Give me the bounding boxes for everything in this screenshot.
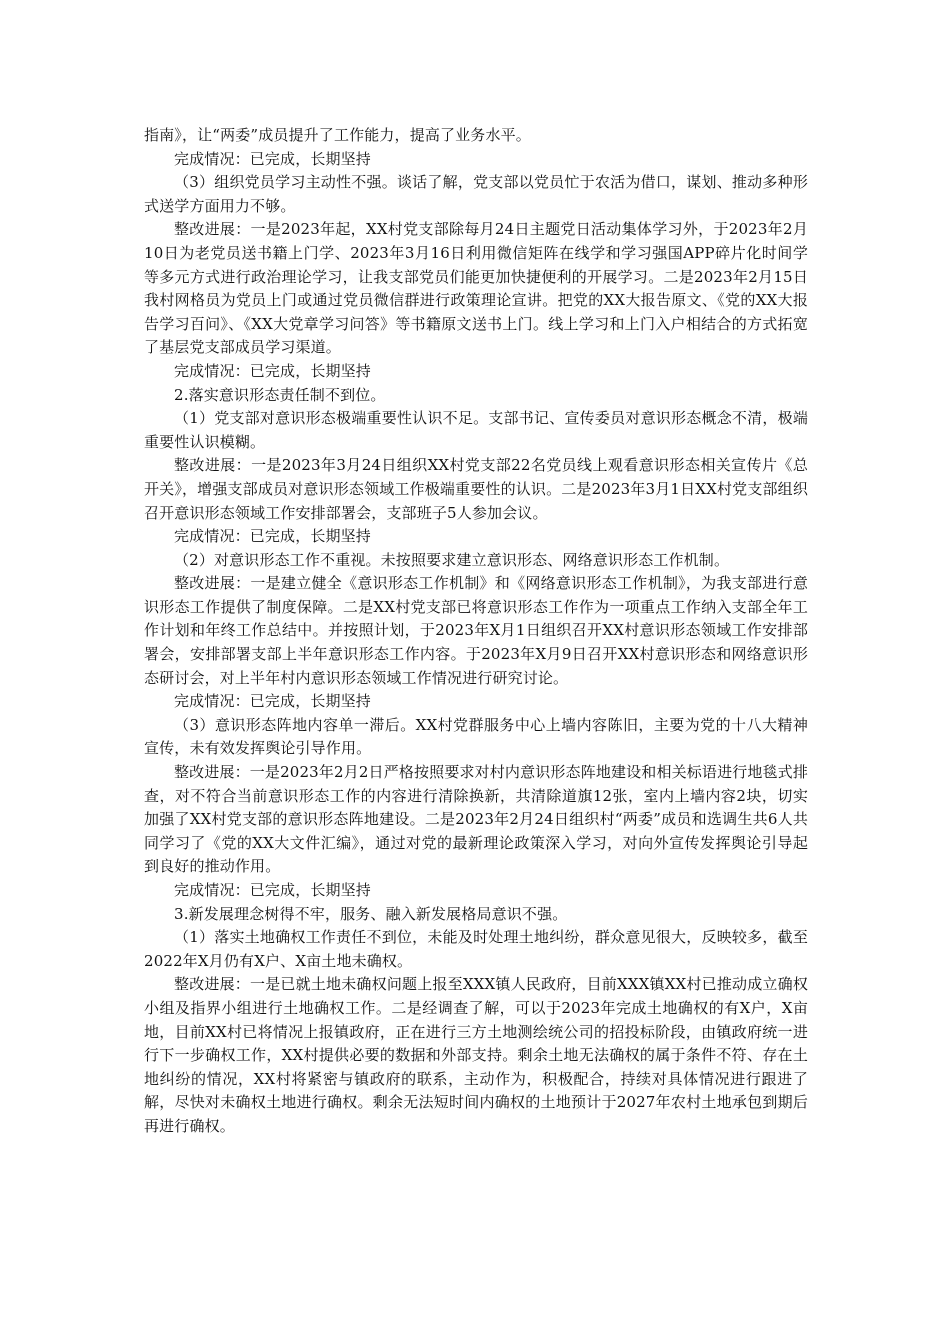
paragraph-status: 完成情况：已完成，长期坚持 bbox=[174, 361, 371, 380]
paragraph-status: 完成情况：已完成，长期坚持 bbox=[174, 149, 371, 168]
document-page bbox=[144, 124, 808, 1139]
paragraph-progress: 整改进展：一是2023年2月2日严格按照要求对村内意识形态阵地建设和相关标语进行地毯式排查，对不符合当前意识形态工作的内容进行清除换新，共清除道旗12张，室内上墙内容2块，切实加强了XX村党支部的意识形态阵地建设。二是2023年2月24日组织村“两委”成员和选调生共6人共同学习了《党的XX大文件汇编》，通过对党的最新理论政策深入学习，对向外宣传发挥舆论引导起到良好的推动作用。 bbox=[144, 763, 808, 876]
paragraph-heading: 3.新发展理念树得不牢，服务、融入新发展格局意识不强。 bbox=[174, 904, 568, 923]
paragraph-issue: （2）对意识形态工作不重视。未按照要求建立意识形态、网络意识形态工作机制。 bbox=[174, 550, 730, 569]
paragraph-progress: 整改进展：一是2023年3月24日组织XX村党支部22名党员线上观看意识形态相关宣传片《总开关》，增强支部成员对意识形态领域工作极端重要性的认识。二是2023年3月1日XX村党支部组织召开意识形态领域工作安排部署会，支部班子5人参加会议。 bbox=[144, 456, 808, 522]
paragraph-status: 完成情况：已完成，长期坚持 bbox=[174, 692, 371, 711]
paragraph-status: 完成情况：已完成，长期坚持 bbox=[174, 527, 371, 546]
paragraph-status: 完成情况：已完成，长期坚持 bbox=[174, 881, 371, 899]
paragraph-issue: （3）意识形态阵地内容单一滞后。XX村党群服务中心上墙内容陈旧，主要为党的十八大精神宣传，未有效发挥舆论引导作用。 bbox=[144, 715, 808, 758]
paragraph-issue: （1）党支部对意识形态极端重要性认识不足。支部书记、宣传委员对意识形态概念不清，极端重要性认识模糊。 bbox=[144, 409, 808, 451]
paragraph-progress: 整改进展：一是建立健全《意识形态工作机制》和《网络意识形态工作机制》，为我支部进行意识形态工作提供了制度保障。二是XX村党支部已将意识形态工作作为一项重点工作纳入支部全年工作计划和年终工作总结中。并按照计划，于2023年X月1日组织召开XX村意识形态领域工作安排部署会，安排部署支部上半年意识形态工作内容。于2023年X月9日召开XX村意识形态和网络意识形态研讨会，对上半年村内意识形态领域工作情况进行研究讨论。 bbox=[144, 574, 808, 687]
paragraph-continuation: 指南》，让“两委”成员提升了工作能力，提高了业务水平。 bbox=[144, 126, 531, 144]
paragraph-heading: 2.落实意识形态责任制不到位。 bbox=[174, 385, 386, 404]
paragraph-issue: （3）组织党员学习主动性不强。谈话了解，党支部以党员忙于农活为借口，谋划、推动多种形式送学方面用力不够。 bbox=[144, 173, 808, 215]
paragraph-issue: （1）落实土地确权工作责任不到位，未能及时处理土地纠纷，群众意见很大，反映较多，截至2022年X月仍有X户、X亩土地未确权。 bbox=[144, 928, 808, 970]
paragraph-progress: 整改进展：一是2023年起，XX村党支部除每月24日主题党日活动集体学习外，于2023年2月10日为老党员送书籍上门学、2023年3月16日利用微信矩阵在线学和学习强国APP碎片化时间学等多元方式进行政治理论学习，让我支部党员们能更加快捷便利的开展学习。二是2023年2月15日我村网格员为党员上门或通过党员微信群进行政策理论宣讲。把党的XX大报告原文、《党的XX大报告学习百问》、《XX大党章学习问答》等书籍原文送书上门。线上学习和上门入户相结合的方式拓宽了基层党支部成员学习渠道。 bbox=[144, 220, 808, 357]
paragraph-progress: 整改进展：一是已就土地未确权问题上报至XXX镇人民政府，目前XXX镇XX村已推动成立确权小组及指界小组进行土地确权工作。二是经调查了解，可以于2023年完成土地确权的有X户，X亩地，目前XX村已将情况上报镇政府，正在进行三方土地测绘统公司的招投标阶段，由镇政府统一进行下一步确权工作，XX村提供必要的数据和外部支持。剩余土地无法确权的属于条件不符、存在土地纠纷的情况，XX村将紧密与镇政府的联系，主动作为，积极配合，持续对具体情况进行跟进了解，尽快对未确权土地进行确权。剩余无法短时间内确权的土地预计于2027年农村土地承包到期后再进行确权。 bbox=[144, 975, 808, 1135]
